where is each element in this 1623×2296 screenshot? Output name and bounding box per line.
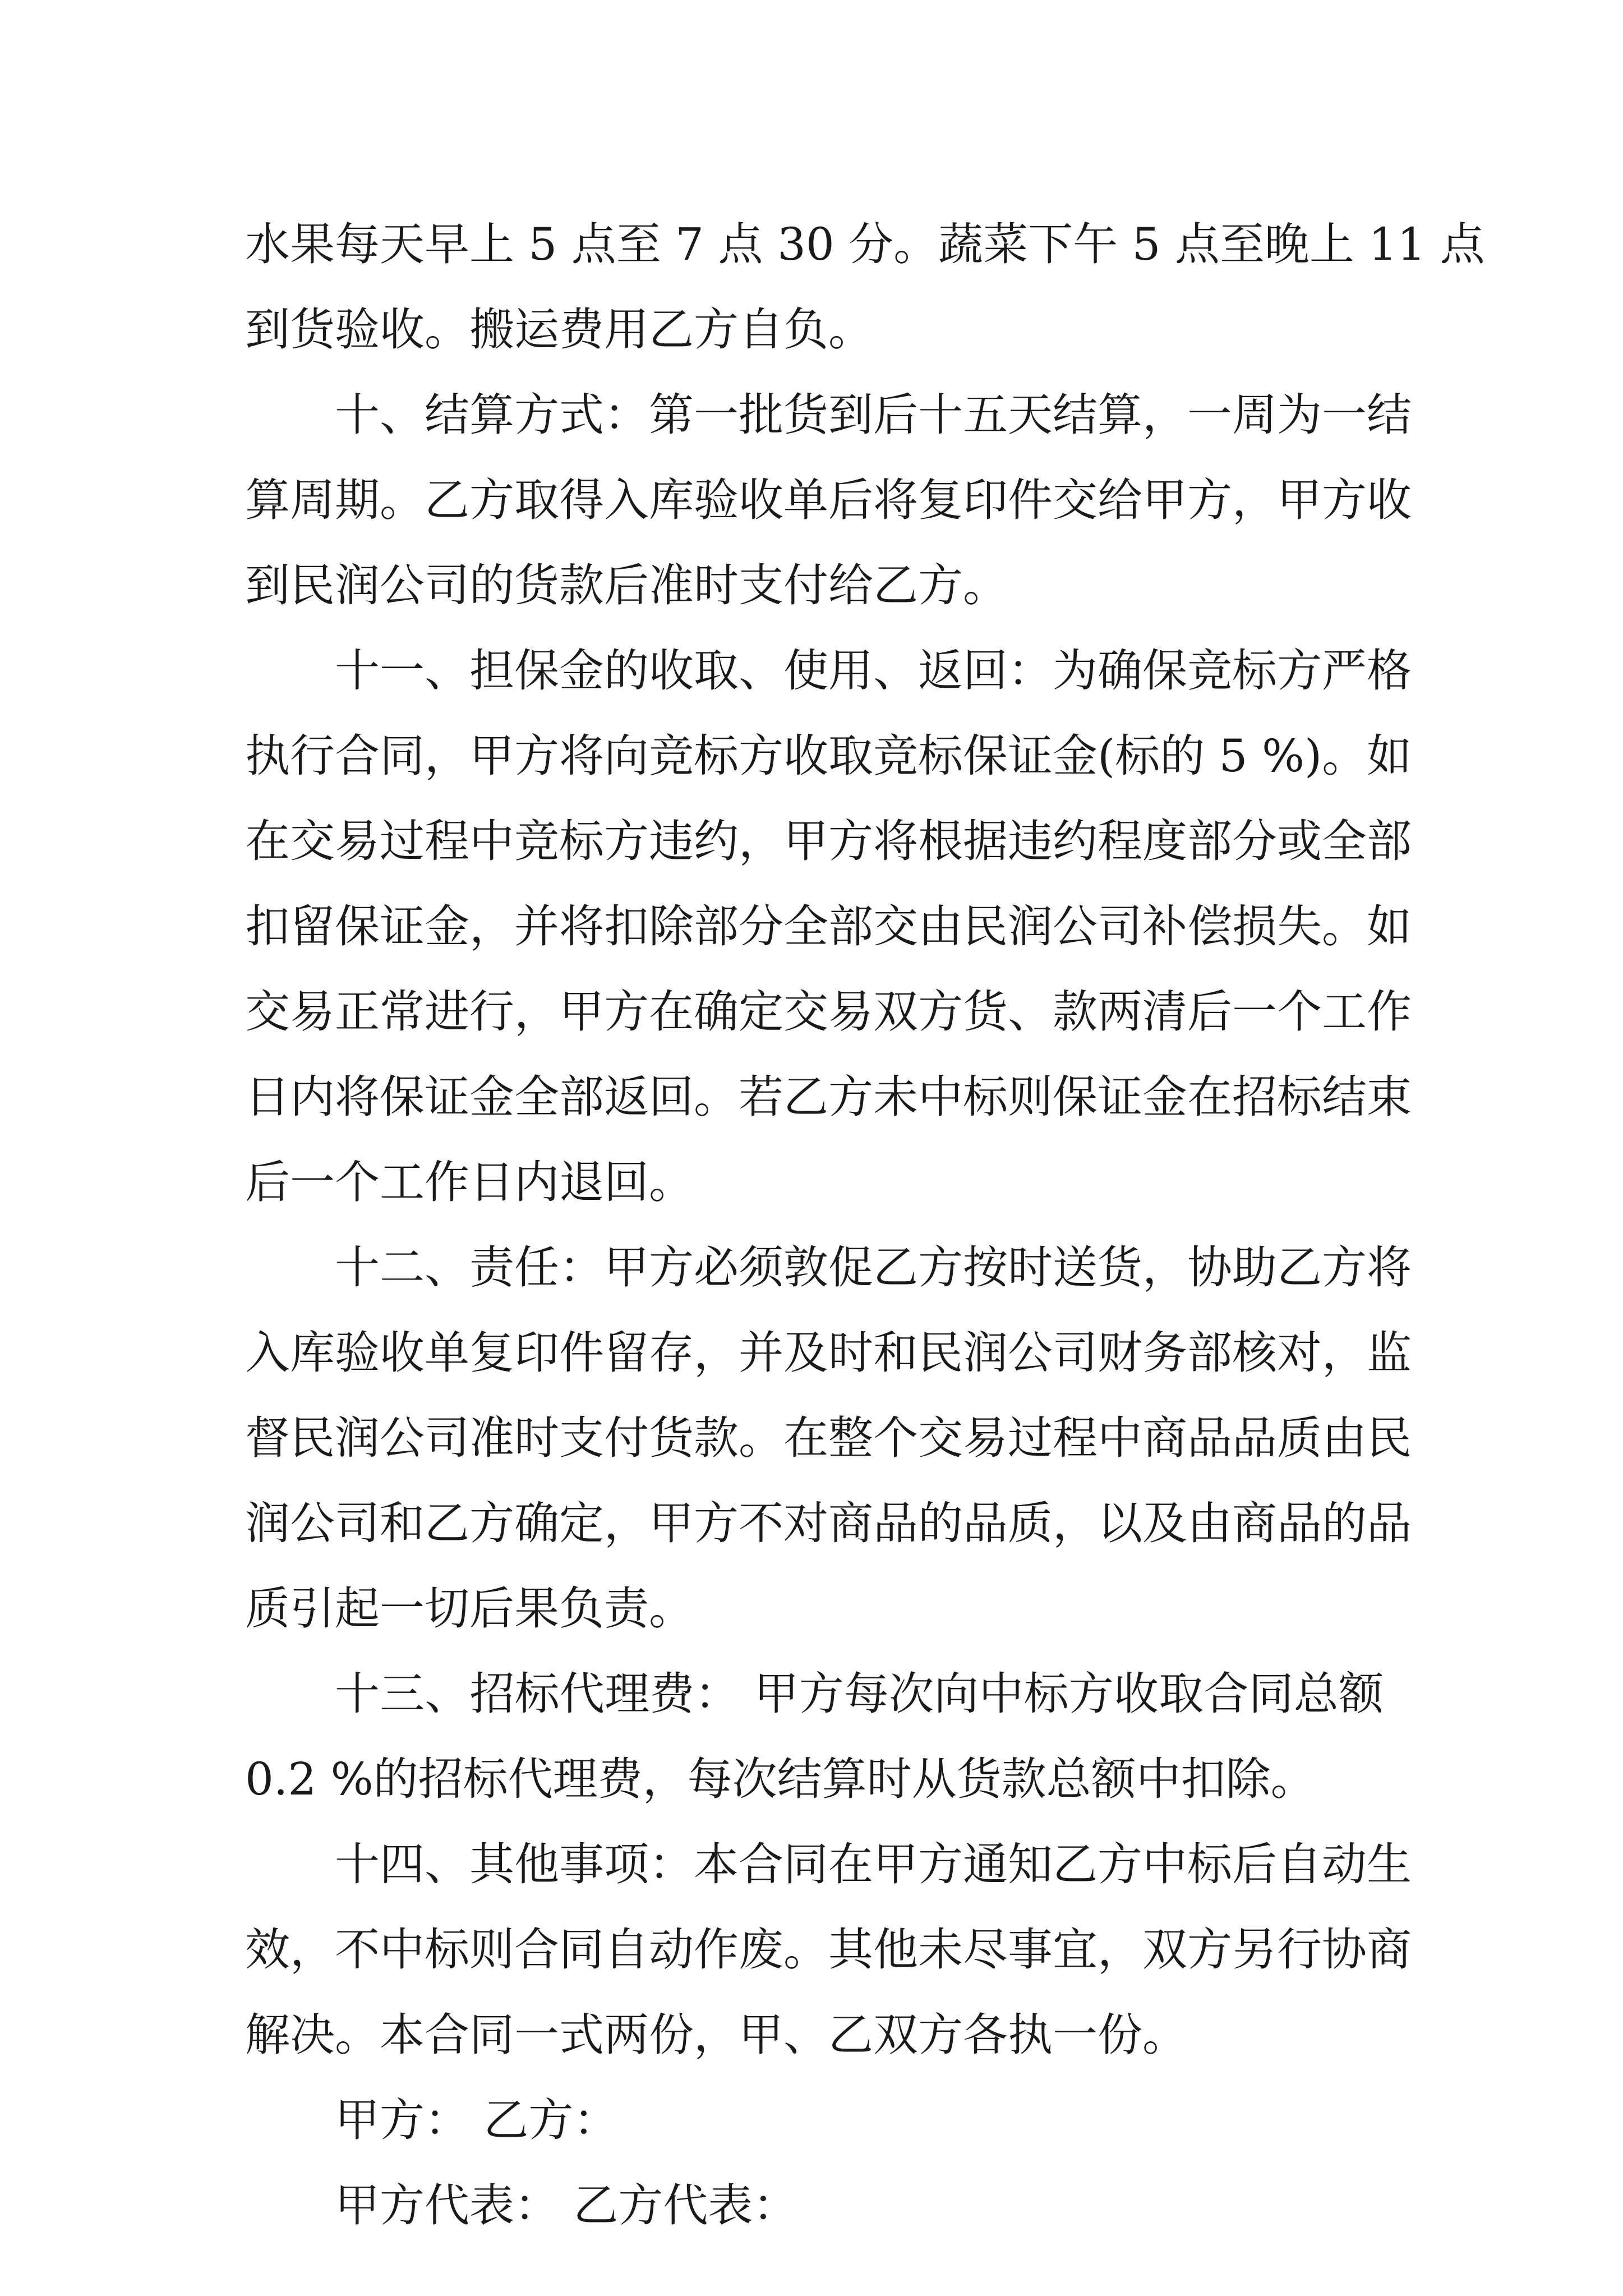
text-line: 润公司和乙方确定，甲方不对商品的品质，以及由商品的品 bbox=[245, 1497, 1412, 1549]
text-line: 到民润公司的货款后准时支付给乙方。 bbox=[245, 559, 1008, 611]
text-line: 日内将保证金全部返回。若乙方未中标则保证金在招标结束 bbox=[245, 1071, 1412, 1123]
text-line: 十三、招标代理费： 甲方每次向中标方收取合同总额 bbox=[335, 1668, 1384, 1720]
text-line: 十二、责任：甲方必须敦促乙方按时送货，协助乙方将 bbox=[335, 1241, 1412, 1294]
text-line: 交易正常进行，甲方在确定交易双方货、款两清后一个工作 bbox=[245, 986, 1412, 1038]
text-line: 十一、担保金的收取、使用、返回：为确保竞标方严格 bbox=[335, 645, 1412, 697]
text-line: 解决。本合同一式两份，甲、乙双方各执一份。 bbox=[245, 2009, 1187, 2061]
text-line: 执行合同，甲方将向竞标方收取竞标保证金(标的 5 %)。如 bbox=[245, 730, 1412, 782]
text-line: 十、结算方式：第一批货到后十五天结算，一周为一结 bbox=[335, 389, 1412, 441]
text-line: 十四、其他事项：本合同在甲方通知乙方中标后自动生 bbox=[335, 1838, 1412, 1890]
text-line: 入库验收单复印件留存，并及时和民润公司财务部核对，监 bbox=[245, 1327, 1412, 1379]
text-line: 后一个工作日内退回。 bbox=[245, 1156, 694, 1208]
text-line: 水果每天早上 5 点至 7 点 30 分。蔬菜下午 5 点至晚上 11 点 bbox=[245, 218, 1485, 270]
text-line: 甲方代表： 乙方代表： bbox=[335, 2179, 798, 2231]
text-line: 效，不中标则合同自动作废。其他未尽事宜，双方另行协商 bbox=[245, 1924, 1412, 1976]
text-line: 督民润公司准时支付货款。在整个交易过程中商品品质由民 bbox=[245, 1412, 1412, 1464]
text-line: 在交易过程中竞标方违约，甲方将根据违约程度部分或全部 bbox=[245, 815, 1412, 867]
text-line: 扣留保证金，并将扣除部分全部交由民润公司补偿损失。如 bbox=[245, 900, 1412, 953]
document-body bbox=[245, 202, 1485, 2248]
text-line: 算周期。乙方取得入库验收单后将复印件交给甲方，甲方收 bbox=[245, 474, 1412, 526]
text-line: 质引起一切后果负责。 bbox=[245, 1582, 694, 1635]
text-line: 到货验收。搬运费用乙方自负。 bbox=[245, 303, 873, 356]
text-line: 0.2 %的招标代理费，每次结算时从货款总额中扣除。 bbox=[245, 1753, 1316, 1805]
text-line: 甲方： 乙方： bbox=[335, 2094, 619, 2146]
